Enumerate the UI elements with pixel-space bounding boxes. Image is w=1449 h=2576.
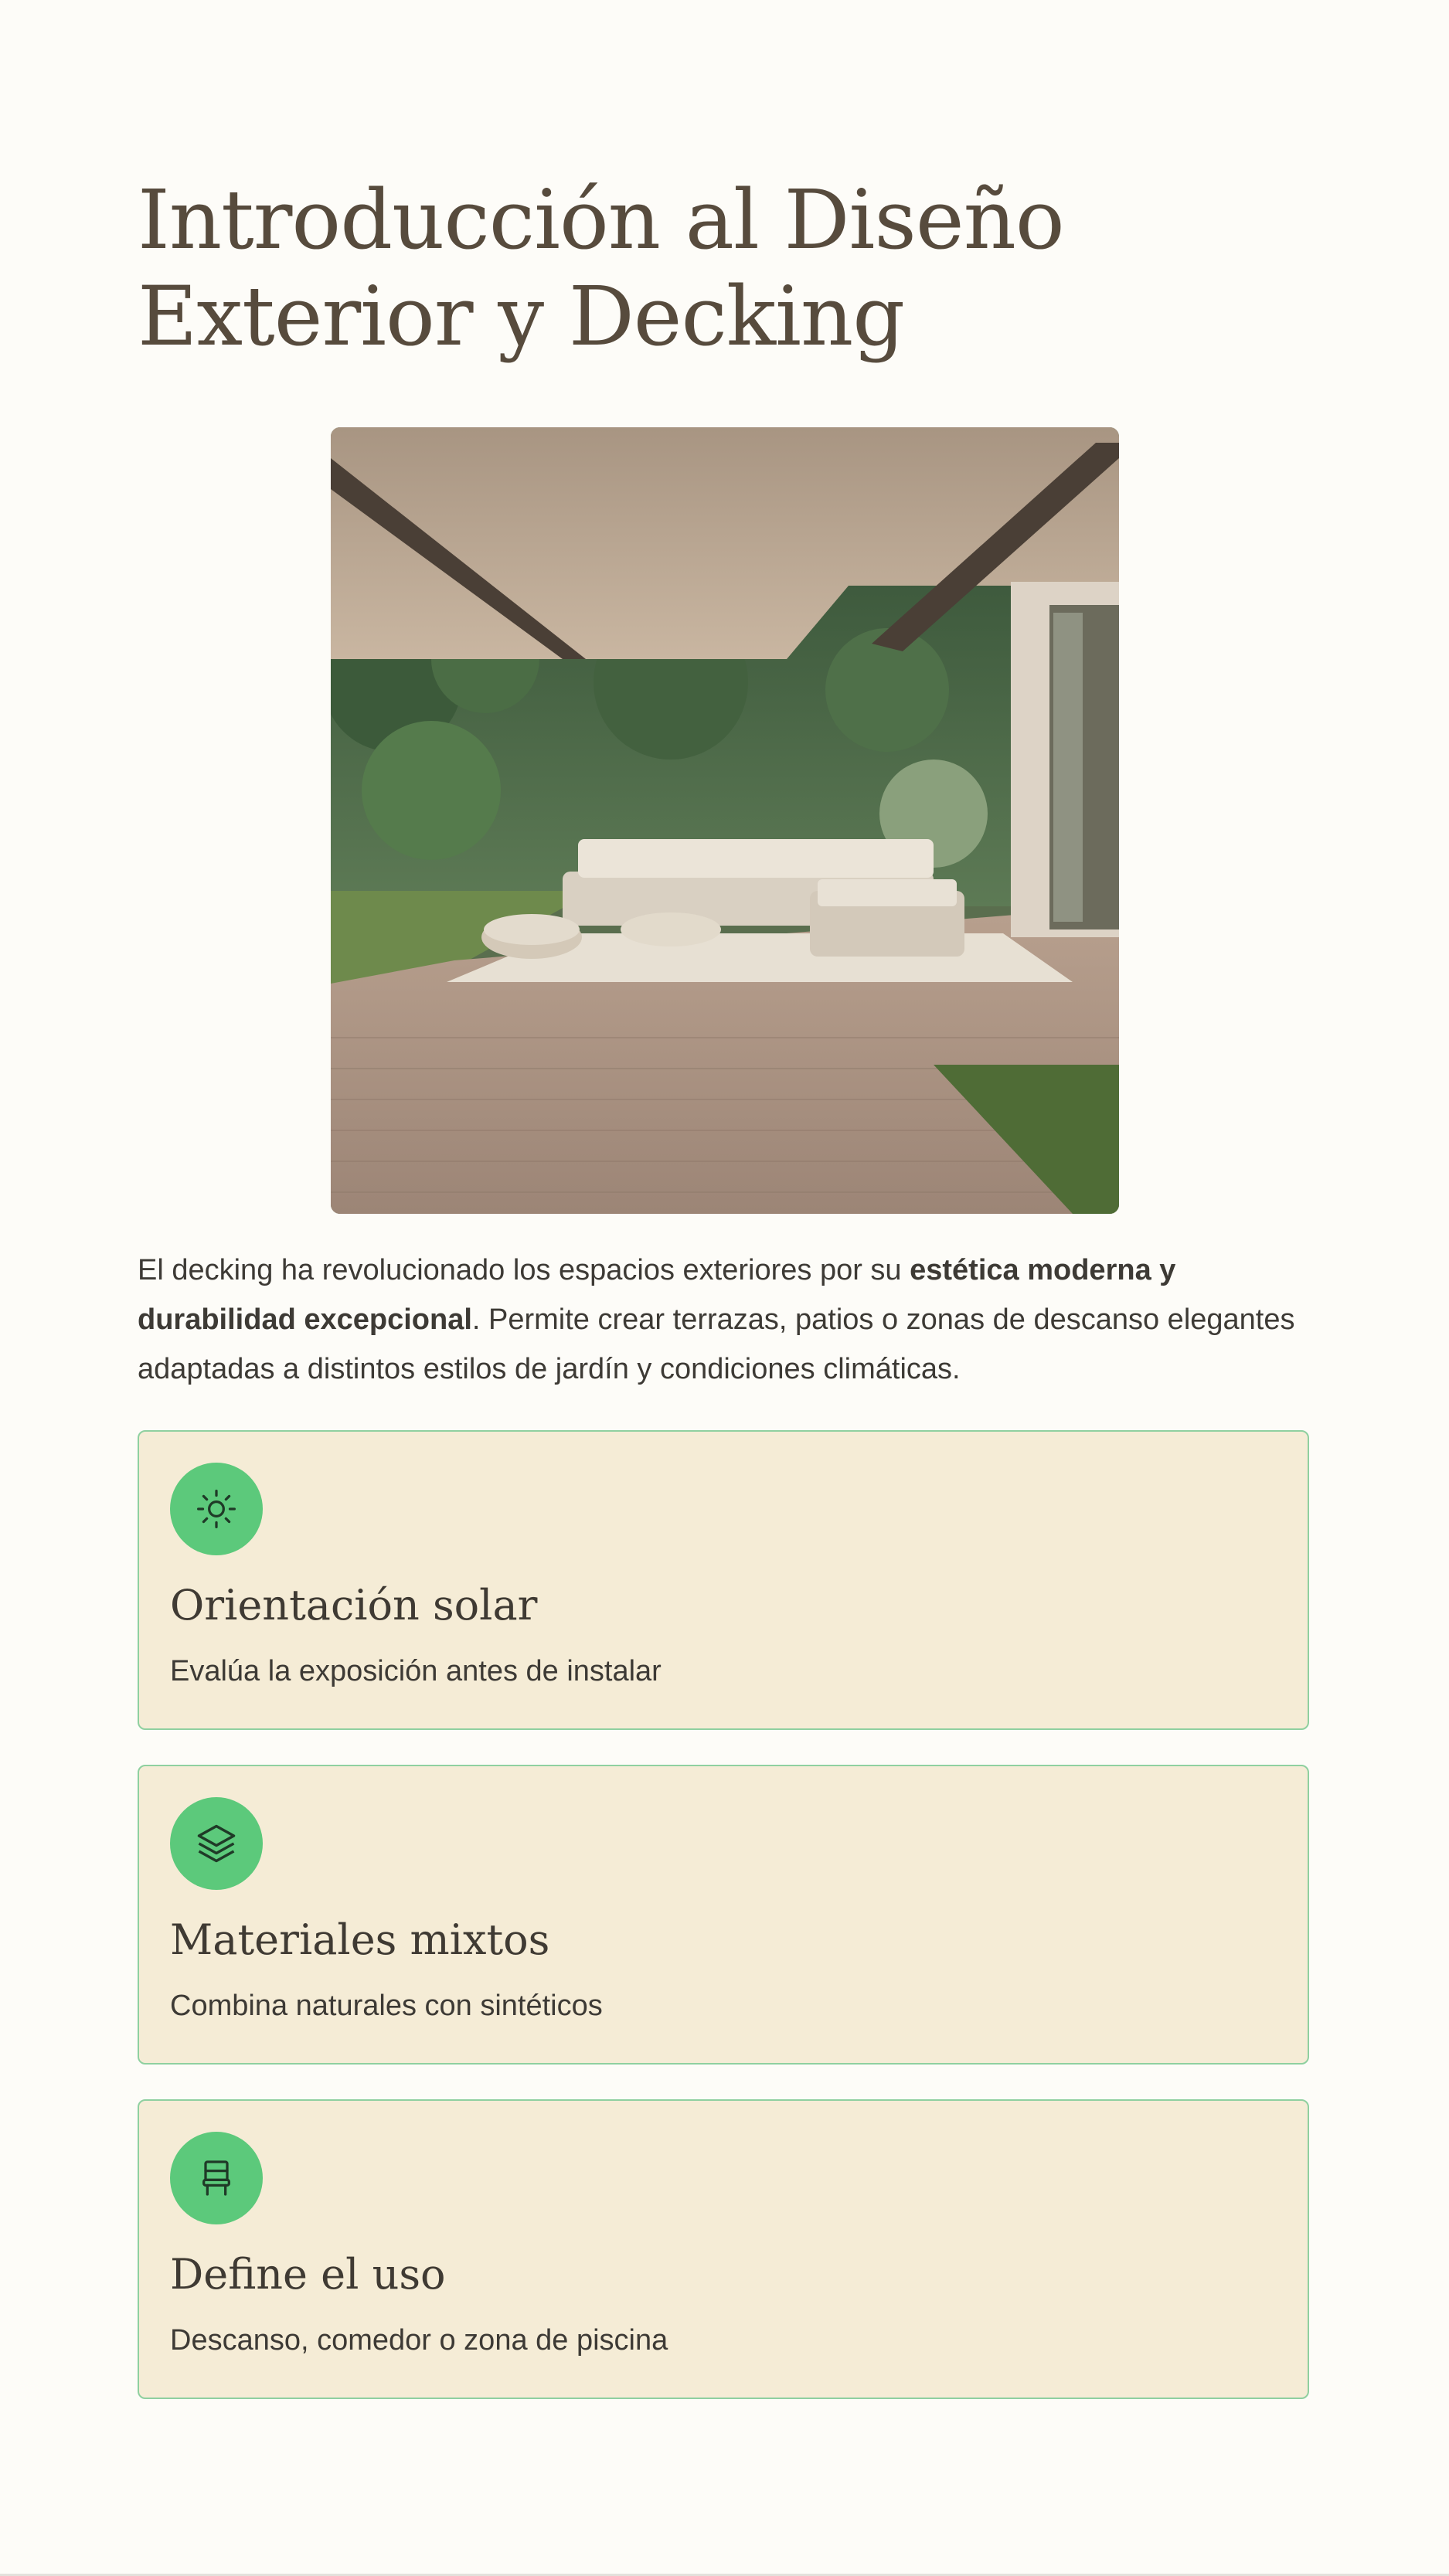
card-title: Define el uso	[170, 2250, 446, 2299]
card-title: Orientación solar	[170, 1581, 538, 1630]
chair-icon	[170, 2132, 263, 2224]
intro-bold-text: estética moderna y durabilidad excepcional	[138, 1254, 1176, 1336]
decking-terrace-illustration	[331, 427, 1119, 1214]
intro-text-1: El decking ha revolucionado los espacios exteriores por su	[138, 1254, 910, 1286]
layers-icon	[170, 1797, 263, 1890]
hero-image	[331, 427, 1119, 1214]
page-title-line-1: Introducción al Diseño	[138, 172, 1064, 267]
sun-icon	[170, 1463, 263, 1555]
card-description: Descanso, comedor o zona de piscina	[170, 2324, 668, 2357]
card-title: Materiales mixtos	[170, 1915, 550, 1964]
page-title-line-2: Exterior y Decking	[138, 269, 905, 364]
intro-text-2: . Permite crear terrazas, patios o zonas de descanso elegantes adaptadas a distintos estilos de jardín y condiciones climáticas.	[138, 1303, 1295, 1385]
page-title	[138, 172, 1297, 365]
card-description: Combina naturales con sintéticos	[170, 1990, 603, 2022]
card-description: Evalúa la exposición antes de instalar	[170, 1655, 662, 1687]
feature-card-mixed-materials	[138, 1765, 1309, 2065]
feature-card-define-use	[138, 2099, 1309, 2399]
feature-card-solar-orientation	[138, 1430, 1309, 1730]
intro-paragraph	[138, 1246, 1312, 1394]
